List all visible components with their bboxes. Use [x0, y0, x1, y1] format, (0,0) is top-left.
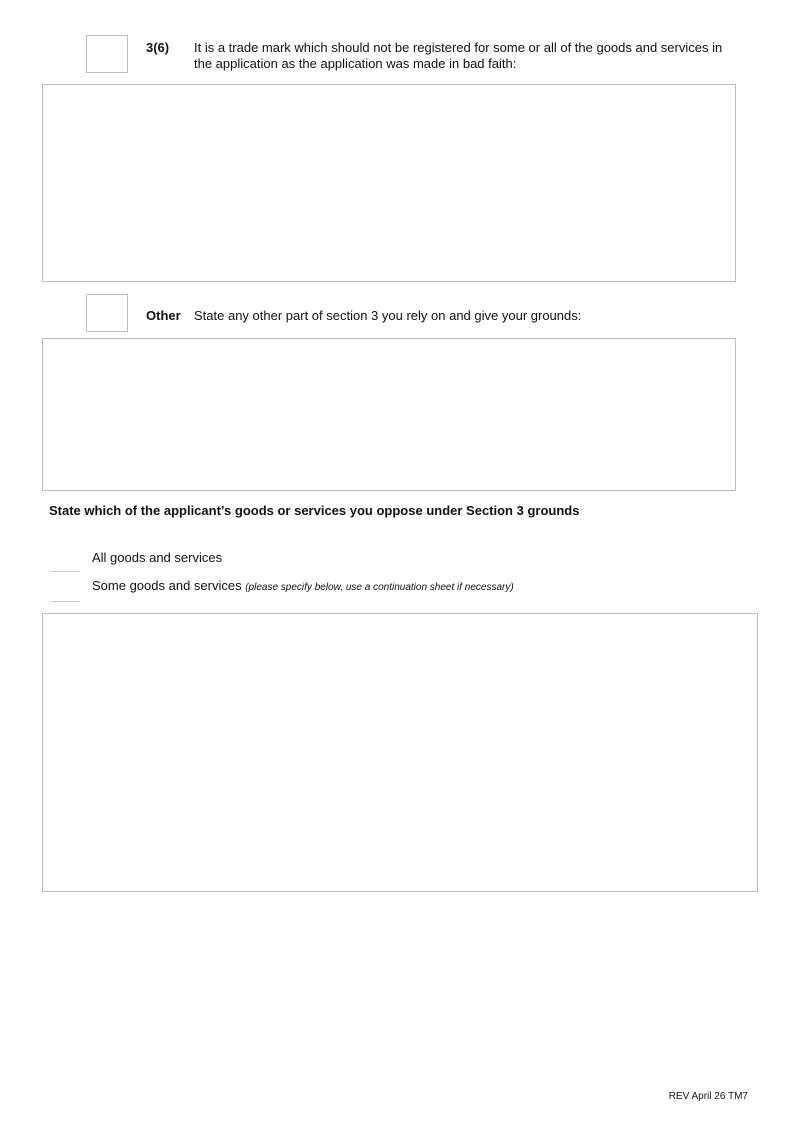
section-other-text: State any other part of section 3 you rely on and give your grounds: — [194, 308, 582, 323]
section-other-grounds-field[interactable] — [42, 338, 736, 491]
some-goods-services-option — [92, 578, 514, 596]
all-goods-services-checkbox[interactable] — [50, 571, 80, 572]
form-revision-footer: REV April 26 TM7 — [668, 1091, 748, 1102]
goods-services-details-field[interactable] — [42, 613, 758, 892]
section-3-6-number: 3(6) — [146, 40, 170, 55]
section-other-grounds-input[interactable] — [43, 339, 735, 490]
some-goods-services-checkbox[interactable] — [50, 601, 80, 602]
goods-services-heading: State which of the applicant’s goods or services you oppose under Section 3 grounds — [49, 503, 580, 518]
some-goods-services-note: (please specify below, use a continuation sheet if necessary) — [245, 582, 514, 593]
section-other-checkbox[interactable] — [86, 294, 128, 332]
goods-services-details-input[interactable] — [43, 614, 757, 891]
all-goods-services-label: All goods and services — [92, 550, 223, 565]
all-goods-services-option — [92, 550, 222, 566]
section-3-6-grounds-input[interactable] — [43, 85, 735, 281]
some-goods-services-label: Some goods and services — [92, 578, 242, 593]
section-3-6-grounds-field[interactable] — [42, 84, 736, 282]
section-3-6-text: It is a trade mark which should not be registered for some or all of the goods and services in the application as the application was made in bad faith: — [194, 40, 723, 71]
section-other-label: Other — [146, 308, 181, 323]
section-3-6-checkbox[interactable] — [86, 35, 128, 73]
